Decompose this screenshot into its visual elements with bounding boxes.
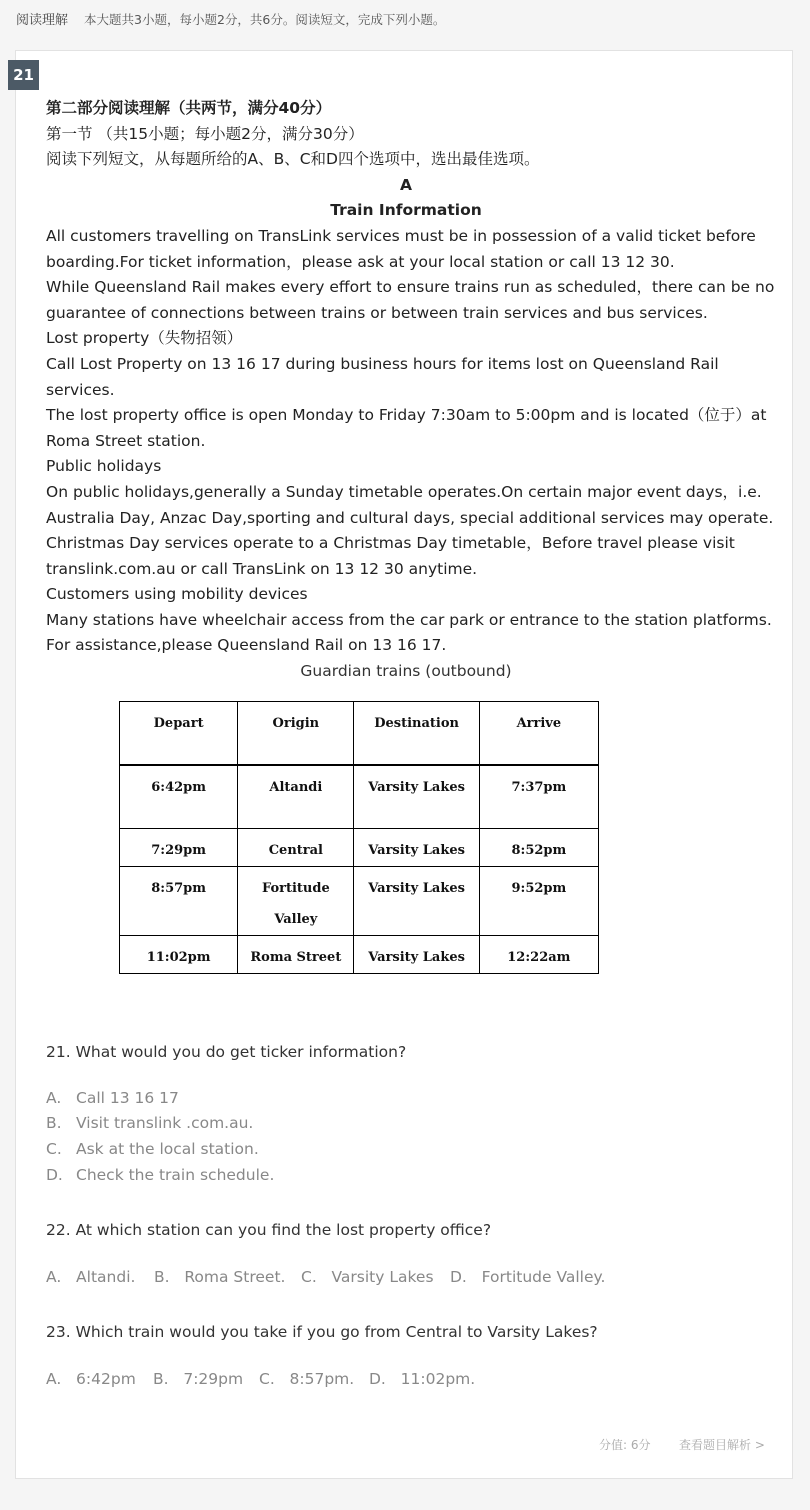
cell-depart: 6:42pm [120,765,238,829]
cell-origin: Fortitude Valley [238,867,354,936]
header-arrive: Arrive [479,702,598,766]
option-text: 7:29pm [183,1370,244,1388]
cell-destination: Varsity Lakes [354,765,479,829]
cell-depart: 7:29pm [120,829,238,867]
passage-instruction: 阅读下列短文，从每题所给的A、B、C和D四个选项中，选出最佳选项。 [46,150,540,169]
table-row [120,765,599,829]
option-a[interactable] [46,1268,135,1286]
option-text: 6:42pm [76,1370,136,1388]
option-d[interactable] [46,1166,274,1184]
passage-part-title: 第二部分阅读理解（共两节，满分40分） [46,99,332,117]
cell-destination: Varsity Lakes [354,867,479,936]
option-letter: C. [301,1268,317,1286]
option-a[interactable] [46,1370,136,1388]
cell-origin: Altandi [238,765,354,829]
option-text: Varsity Lakes [331,1268,434,1286]
option-text: Fortitude Valley. [481,1268,606,1286]
question-stem: 21. What would you do get ticker information? [46,1043,407,1061]
cell-origin: Roma Street [238,936,354,974]
option-b[interactable] [46,1114,253,1132]
option-b[interactable] [154,1268,285,1286]
option-letter: B. [154,1268,170,1286]
option-letter: C. [46,1140,62,1158]
option-a[interactable] [46,1089,179,1107]
option-text: Call 13 16 17 [76,1089,179,1107]
cell-destination: Varsity Lakes [354,829,479,867]
cell-depart: 8:57pm [120,867,238,936]
option-text: Ask at the local station. [76,1140,259,1158]
option-letter: D. [369,1370,386,1388]
passage-title: Train Information [330,201,482,220]
passage-line: Many stations have wheelchair access from the car park or entrance to the station platforms. [46,610,772,629]
option-d[interactable] [369,1370,475,1388]
section-header [16,9,445,28]
cell-destination: Varsity Lakes [354,936,479,974]
header-origin: Origin [238,702,354,766]
question-stem: 23. Which train would you take if you go from Central to Varsity Lakes? [46,1323,598,1341]
cell-depart: 11:02pm [120,936,238,974]
section-title: 阅读理解 [16,13,69,28]
table-row [120,829,599,867]
option-letter: C. [259,1370,275,1388]
option-letter: A. [46,1089,62,1107]
cell-origin: Central [238,829,354,867]
timetable [119,701,599,974]
passage-line: The lost property office is open Monday to Friday 7:30am to 5:00pm and is located（位于）at [46,406,767,425]
header-destination: Destination [354,702,479,766]
passage-line: Christmas Day services operate to a Christmas Day timetable，Before travel please visit [46,534,735,553]
option-b[interactable] [153,1370,243,1388]
cell-arrive: 9:52pm [479,867,598,936]
option-letter: A. [46,1268,62,1286]
option-letter: B. [153,1370,169,1388]
option-c[interactable] [46,1140,259,1158]
table-header-row [120,702,599,766]
score-label: 分值: 6分 [599,1438,651,1452]
passage-line: On public holidays,generally a Sunday timetable operates.On certain major event days，i.e. [46,482,762,501]
passage-section-title: 第一节 （共15小题；每小题2分，满分30分） [46,124,364,143]
option-d[interactable] [450,1268,605,1286]
table-caption: Guardian trains (outbound) [300,662,512,681]
view-analysis-link[interactable]: 查看题目解析 > [679,1438,765,1452]
passage-line: translink.com.au or call TransLink on 13 12 30 anytime. [46,559,478,578]
option-text: Visit translink .com.au. [76,1114,254,1132]
option-text: 8:57pm. [289,1370,355,1388]
cell-arrive: 7:37pm [479,765,598,829]
table-row [120,867,599,936]
option-letter: D. [450,1268,467,1286]
passage-line: Roma Street station. [46,431,206,450]
option-c[interactable] [259,1370,354,1388]
header-depart: Depart [120,702,238,766]
option-text: Roma Street. [184,1268,286,1286]
passage-line: guarantee of connections between trains or between train services and bus services. [46,303,708,322]
passage-line: All customers travelling on TransLink services must be in possession of a valid ticket before [46,226,756,245]
passage-line: While Queensland Rail makes every effort to ensure trains run as scheduled，there can be no [46,278,775,297]
passage-line: Call Lost Property on 13 16 17 during business hours for items lost on Queensland Rail [46,354,719,373]
cell-arrive: 12:22am [479,936,598,974]
option-text: Altandi. [76,1268,136,1286]
table-row [120,936,599,974]
option-letter: A. [46,1370,62,1388]
question-stem: 22. At which station can you find the lost property office? [46,1221,492,1239]
option-text: 11:02pm. [400,1370,476,1388]
passage-subheading: Customers using mobility devices [46,585,308,604]
question-number-badge: 21 [8,60,39,90]
option-text: Check the train schedule. [76,1166,275,1184]
passage-line: boarding.For ticket information，please ask at your local station or call 13 12 30. [46,252,675,271]
passage-subheading: Lost property（失物招领） [46,329,243,348]
passage-line: Australia Day, Anzac Day,sporting and cultural days, special additional services may operate. [46,508,774,527]
option-letter: B. [46,1114,62,1132]
cell-arrive: 8:52pm [479,829,598,867]
passage-letter: A [400,175,412,194]
passage-subheading: Public holidays [46,457,162,476]
passage [46,96,775,685]
passage-line: services. [46,380,115,399]
section-description: 本大题共3小题，每小题2分，共6分。阅读短文，完成下列小题。 [84,12,446,27]
passage-line: For assistance,please Queensland Rail on 13 16 17. [46,636,447,655]
option-letter: D. [46,1166,63,1184]
option-c[interactable] [301,1268,434,1286]
